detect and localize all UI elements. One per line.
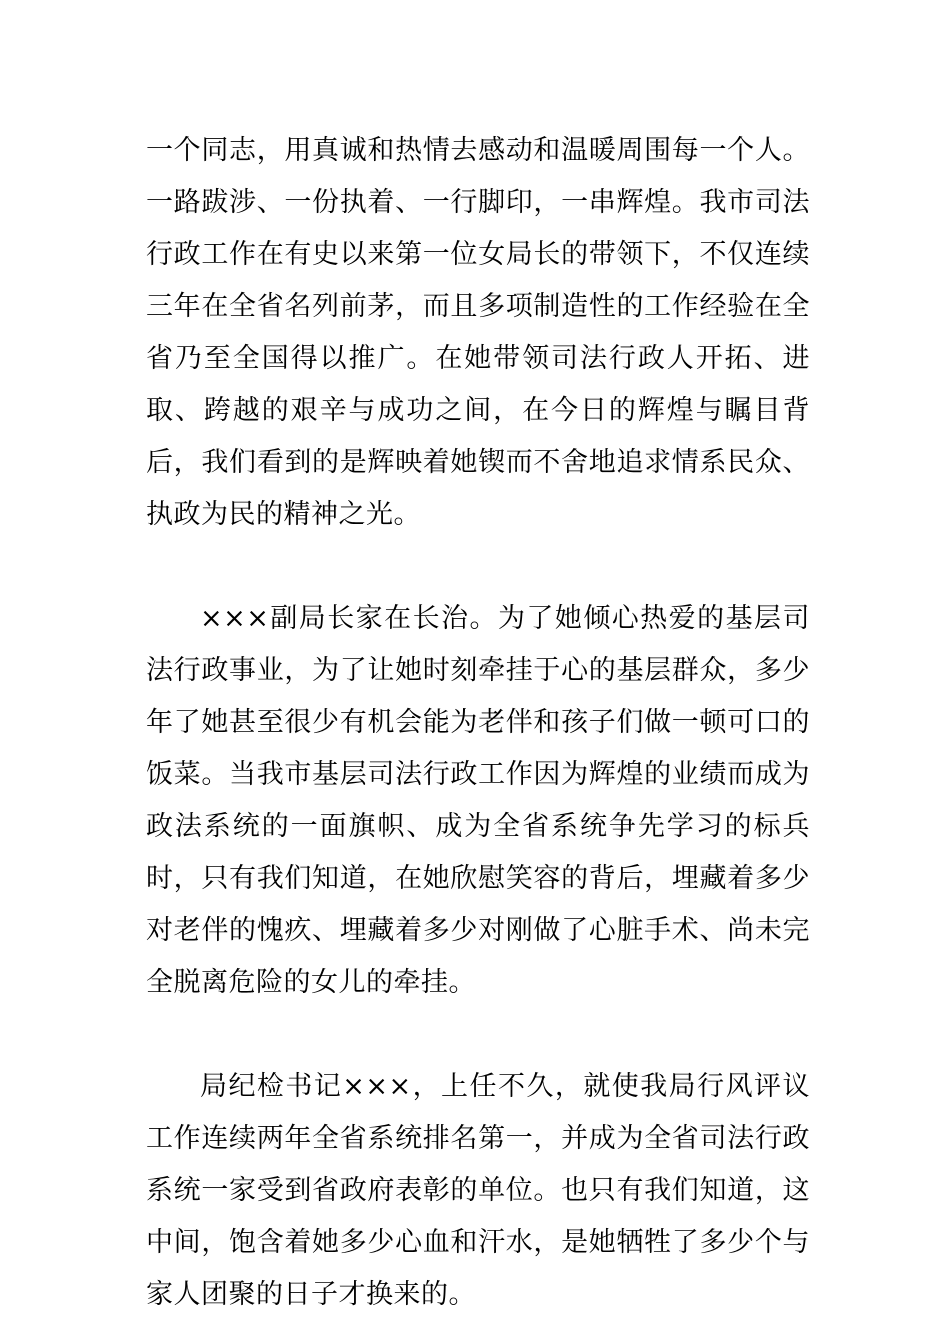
paragraph-discipline-secretary: 局纪检书记×××，上任不久，就使我局行风评议工作连续两年全省系统排名第一，并成为全省司法行政系统一家受到省政府表彰的单位。也只有我们知道，这中间，饱含着她多少心血和汗水，是她牺牲了多少个与家人团聚的日子才换来的。 <box>146 1071 810 1310</box>
document-body <box>146 125 810 1321</box>
paragraph-deputy-director: ×××副局长家在长治。为了她倾心热爱的基层司法行政事业，为了让她时刻牵挂于心的基层群众，多少年了她甚至很少有机会能为老伴和孩子们做一顿可口的饭菜。当我市基层司法行政工作因为辉煌的业绩而成为政法系统的一面旗帜、成为全省系统争先学习的标兵时，只有我们知道，在她欣慰笑容的背后，埋藏着多少对老伴的愧疚、埋藏着多少对刚做了心脏手术、尚未完全脱离危险的女儿的牵挂。 <box>146 603 810 998</box>
paragraph-continued: 一个同志，用真诚和热情去感动和温暖周围每一个人。一路跋涉、一份执着、一行脚印，一串辉煌。我市司法行政工作在有史以来第一位女局长的带领下，不仅连续三年在全省名列前茅，而且多项制造性的工作经验在全省乃至全国得以推广。在她带领司法行政人开拓、进取、跨越的艰辛与成功之间，在今日的辉煌与瞩目背后，我们看到的是辉映着她锲而不舍地追求情系民众、执政为民的精神之光。 <box>146 135 810 530</box>
